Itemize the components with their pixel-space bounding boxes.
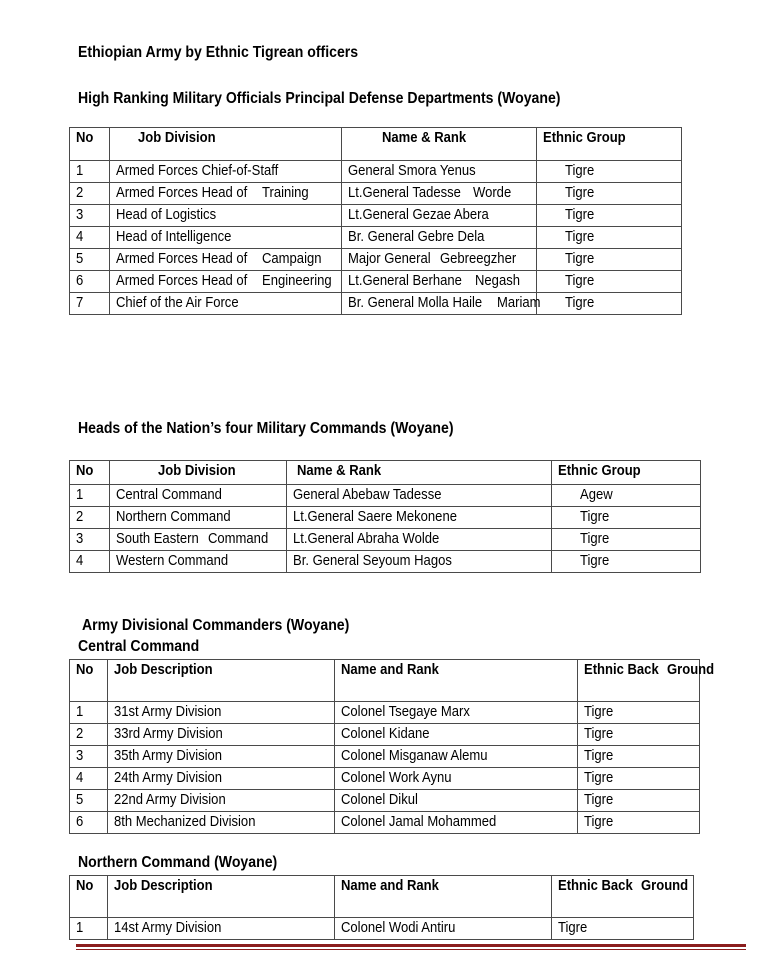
section-heading-northern: Northern Command (Woyane) [78,854,278,871]
table-row: 2 Northern Command Lt.General Saere Mekonene Tigre [70,507,701,529]
table-header-row [70,660,700,702]
col-header-name: Name and Rank [335,660,578,702]
col-header-name: Name and Rank [335,876,552,918]
table-row: 1 31st Army Division Colonel Tsegaye Marx Tigre [70,702,700,724]
table-row: 2 33rd Army Division Colonel Kidane Tigre [70,724,700,746]
table-header-row [70,876,694,918]
section-heading-divisional: Army Divisional Commanders (Woyane) [82,617,350,634]
table-row: 6 8th Mechanized Division Colonel Jamal Mohammed Tigre [70,812,700,834]
col-header-no: No [70,461,110,485]
col-header-job: Job Description [108,660,335,702]
table-header-row [70,461,701,485]
table-row: 5 Armed Forces Head of Campaign Major General Gebreegzher Tigre [70,249,682,271]
section-heading-military-commands: Heads of the Nation’s four Military Commands (Woyane) [78,420,454,437]
col-header-no: No [70,660,108,702]
table-row: 1 Central Command General Abebaw Tadesse Agew [70,485,701,507]
col-header-no: No [70,128,110,161]
table-row: 3 Head of Logistics Lt.General Gezae Abera Tigre [70,205,682,227]
table-row: 4 Western Command Br. General Seyoum Hagos Tigre [70,551,701,573]
table-header-row [70,128,682,161]
col-header-ethnic: Ethnic Group [552,461,701,485]
col-header-name: Name & Rank [342,128,537,161]
col-header-ethnic: Ethnic Back Ground [578,660,700,702]
col-header-job: Job Division [110,128,342,161]
document-title: Ethiopian Army by Ethnic Tigrean officers [78,44,359,61]
high-ranking-table [69,127,682,315]
table-row: 4 Head of Intelligence Br. General Gebre Dela Tigre [70,227,682,249]
col-header-job: Job Description [108,876,335,918]
footer-rule-thin [76,949,746,950]
table-row: 3 35th Army Division Colonel Misganaw Alemu Tigre [70,746,700,768]
col-header-name: Name & Rank [287,461,552,485]
table-row: 7 Chief of the Air Force Br. General Molla Haile Mariam Tigre [70,293,682,315]
table-row: 3 South Eastern Command Lt.General Abraha Wolde Tigre [70,529,701,551]
table-row: 4 24th Army Division Colonel Work Aynu Tigre [70,768,700,790]
col-header-job: Job Division [110,461,287,485]
footer-rule-thick [76,944,746,947]
col-header-ethnic: Ethnic Group [537,128,682,161]
subheading-central-command: Central Command [78,638,200,655]
table-row: 6 Armed Forces Head of Engineering Lt.General Berhane Negash Tigre [70,271,682,293]
central-command-table [69,659,715,834]
col-header-ethnic: Ethnic Back Ground [552,876,694,918]
northern-command-table [69,875,694,940]
table-row: 1 14st Army Division Colonel Wodi Antiru Tigre [70,918,694,940]
table-row: 1 Armed Forces Chief-of-Staff General Smora Yenus Tigre [70,161,682,183]
col-header-no: No [70,876,108,918]
table-row: 2 Armed Forces Head of Training Lt.General Tadesse Worde Tigre [70,183,682,205]
section-heading-high-ranking: High Ranking Military Officials Principal Defense Departments (Woyane) [78,90,561,107]
table-row: 5 22nd Army Division Colonel Dikul Tigre [70,790,700,812]
military-commands-table [69,460,701,573]
